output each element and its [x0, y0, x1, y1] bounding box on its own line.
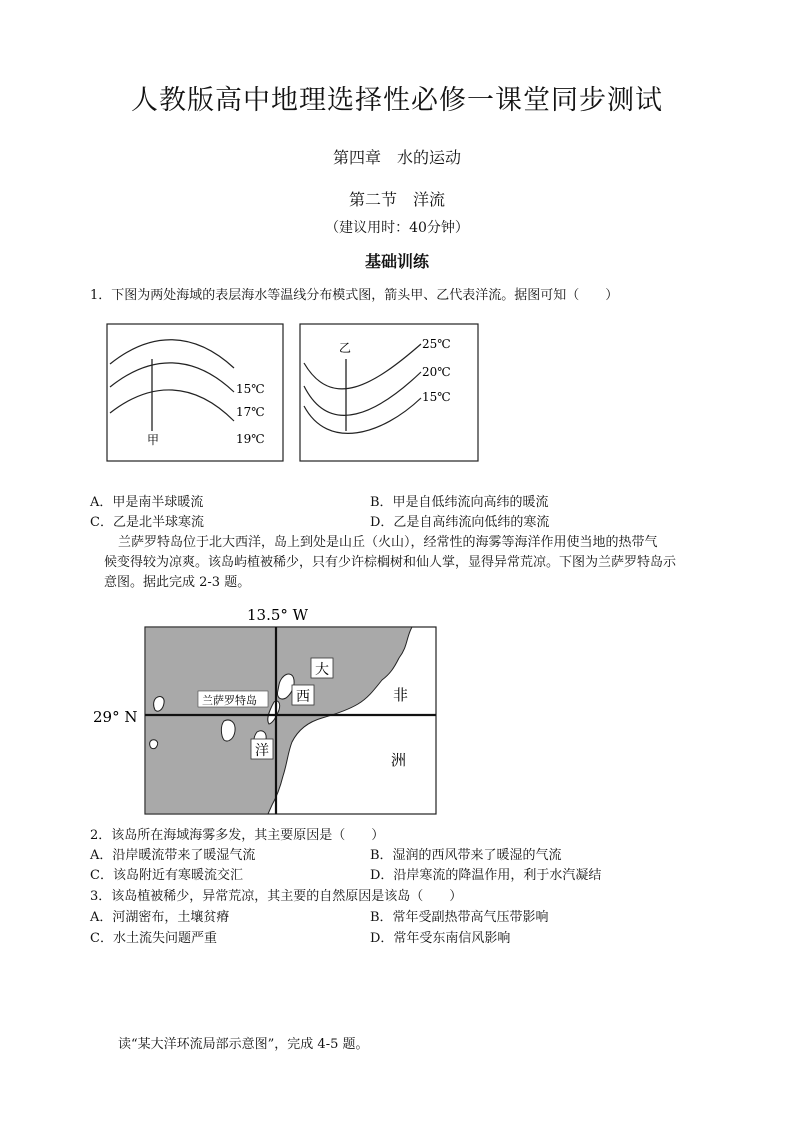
q1-option-a: A．甲是南半球暖流 — [90, 495, 204, 510]
current-label-jia: 甲 — [147, 433, 160, 447]
page-title: 人教版高中地理选择性必修一课堂同步测试 — [131, 85, 663, 116]
island-label: 兰萨罗特岛 — [202, 694, 257, 707]
q3-option-c: C．水土流失问题严重 — [90, 931, 217, 946]
q3-stem: 3．该岛植被稀少，异常荒凉，其主要的自然原因是该岛（ ） — [90, 889, 463, 904]
q2-option-c: C．该岛附近有寒暖流交汇 — [90, 868, 243, 883]
passage-line-2: 候变得较为凉爽。该岛屿植被稀少，只有少许棕榈树和仙人掌，显得异常荒凉。下图为兰萨罗特岛示 — [104, 555, 677, 570]
lanzarote-map — [90, 600, 450, 818]
q3-option-a: A．河湖密布，土壤贫瘠 — [90, 910, 230, 925]
isotherm-label-b1: 25℃ — [422, 337, 451, 351]
q1-option-d: D．乙是自高纬流向低纬的寒流 — [370, 515, 550, 530]
isotherm-label-a3: 19℃ — [236, 432, 265, 446]
isotherm-figures — [106, 323, 480, 463]
ocean-char-1: 大 — [315, 662, 329, 678]
ocean-char-2: 西 — [296, 689, 310, 705]
continent-char-2: 洲 — [391, 751, 407, 769]
q3-option-b: B．常年受副热带高气压带影响 — [370, 910, 549, 925]
chapter-heading: 第四章 水的运动 — [332, 148, 461, 167]
q2-option-d: D．沿岸寒流的降温作用，利于水汽凝结 — [370, 868, 602, 883]
passage-line-3: 意图。据此完成 2-3 题。 — [104, 575, 251, 590]
basic-training-heading: 基础训练 — [364, 252, 429, 271]
q1-option-b: B．甲是自低纬流向高纬的暖流 — [370, 495, 549, 510]
current-label-yi: 乙 — [339, 341, 352, 355]
q2-option-a: A．沿岸暖流带来了暖湿气流 — [90, 848, 256, 863]
latitude-label: 29° N — [93, 708, 138, 726]
q4-5-intro: 读“某大洋环流局部示意图”，完成 4-5 题。 — [118, 1037, 369, 1052]
q1-option-c: C．乙是北半球寒流 — [90, 515, 204, 530]
continent-char-1: 非 — [393, 686, 409, 704]
suggested-time: （建议用时：40分钟） — [325, 220, 469, 236]
q2-option-b: B．湿润的西风带来了暖湿的气流 — [370, 848, 562, 863]
isotherm-label-b2: 20℃ — [422, 365, 451, 379]
ocean-char-3: 洋 — [255, 743, 269, 759]
isotherm-figure-a — [107, 324, 283, 461]
passage-line-1: 兰萨罗特岛位于北大西洋，岛上到处是山丘（火山），经常性的海雾等海洋作用使当地的热带气 — [118, 535, 658, 550]
isotherm-label-a1: 15℃ — [236, 382, 265, 396]
isotherm-figure-b — [300, 324, 478, 461]
longitude-label: 13.5° W — [247, 606, 309, 624]
isotherm-label-b3: 15℃ — [422, 390, 451, 404]
q3-option-d: D．常年受东南信风影响 — [370, 931, 511, 946]
isotherm-label-a2: 17℃ — [236, 405, 265, 419]
q1-stem: 1．下图为两处海域的表层海水等温线分布模式图，箭头甲、乙代表洋流。据图可知（ ） — [90, 288, 619, 303]
section-heading: 第二节 洋流 — [348, 190, 445, 209]
q2-stem: 2．该岛所在海域海雾多发，其主要原因是（ ） — [90, 828, 385, 843]
